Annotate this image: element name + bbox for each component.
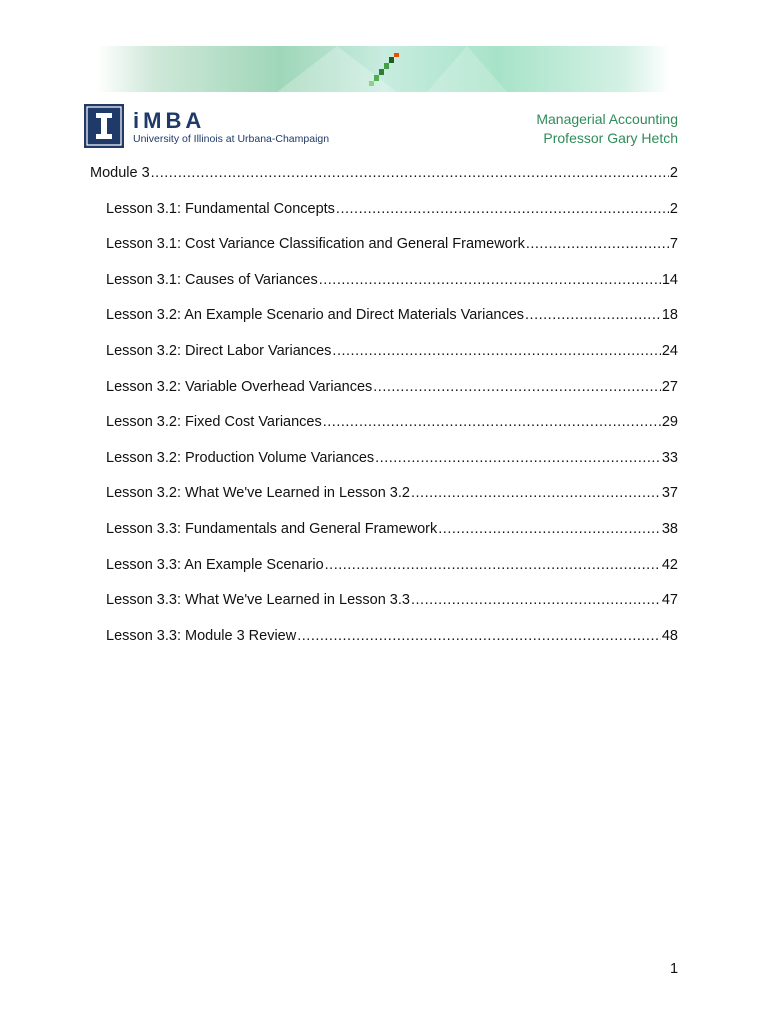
toc-dot-leader [438, 520, 661, 538]
toc-dot-leader [411, 591, 661, 609]
toc-entry-page: 27 [661, 378, 678, 395]
toc-entry-label: Lesson 3.3: What We've Learned in Lesson 3.3 [106, 592, 410, 609]
table-of-contents [90, 164, 678, 662]
toc-entry-label: Lesson 3.3: Fundamentals and General Framework [106, 520, 438, 537]
toc-entry-page: 38 [661, 520, 678, 537]
toc-entry-page: 2 [669, 200, 678, 217]
toc-entry-page: 48 [661, 627, 678, 644]
toc-lesson-entry[interactable] [90, 413, 678, 449]
toc-dot-leader [319, 271, 661, 289]
instructor-name: Professor Gary Hetch [543, 130, 678, 146]
toc-entry-page: 24 [661, 342, 678, 359]
toc-entry-label: Lesson 3.1: Fundamental Concepts [106, 200, 335, 217]
toc-lesson-entry[interactable] [90, 342, 678, 378]
toc-dot-leader [375, 449, 661, 467]
toc-entry-label: Lesson 3.1: Cost Variance Classification and General Framework [106, 236, 525, 253]
toc-entry-page: 47 [661, 592, 678, 609]
toc-entry-page: 14 [661, 271, 678, 288]
toc-lesson-entry[interactable] [90, 484, 678, 520]
toc-dot-leader [373, 378, 661, 396]
toc-entry-label: Module 3 [90, 165, 150, 181]
toc-lesson-entry[interactable] [90, 591, 678, 627]
course-title: Managerial Accounting [536, 111, 678, 127]
banner-step [369, 81, 374, 86]
toc-dot-leader [325, 556, 661, 574]
course-info [536, 110, 678, 148]
toc-module-entry[interactable] [90, 164, 678, 200]
toc-entry-label: Lesson 3.2: Production Volume Variances [106, 449, 375, 466]
page-number: 1 [670, 961, 679, 977]
toc-lesson-entry[interactable] [90, 378, 678, 414]
banner-step [394, 53, 399, 57]
toc-entry-page: 18 [661, 307, 678, 324]
toc-lesson-entry[interactable] [90, 627, 678, 663]
banner-step [379, 69, 384, 75]
toc-dot-leader [323, 413, 661, 431]
toc-lesson-entry[interactable] [90, 520, 678, 556]
imba-logo-text: iMBA [133, 108, 206, 133]
banner-step [384, 63, 389, 69]
toc-entry-page: 29 [661, 414, 678, 431]
toc-entry-label: Lesson 3.2: Direct Labor Variances [106, 342, 332, 359]
toc-entry-label: Lesson 3.2: An Example Scenario and Direct Materials Variances [106, 307, 525, 324]
toc-dot-leader [526, 235, 669, 253]
toc-dot-leader [525, 306, 661, 324]
banner-step [374, 75, 379, 81]
toc-lesson-entry[interactable] [90, 271, 678, 307]
institution-name: University of Illinois at Urbana-Champaign [133, 133, 330, 145]
toc-dot-leader [336, 200, 669, 218]
banner-graphic [97, 46, 670, 92]
illinois-logo-icon [84, 104, 124, 148]
toc-entry-label: Lesson 3.3: Module 3 Review [106, 627, 297, 644]
toc-lesson-entry[interactable] [90, 306, 678, 342]
toc-entry-label: Lesson 3.3: An Example Scenario [106, 556, 324, 573]
toc-lesson-entry[interactable] [90, 556, 678, 592]
toc-entry-label: Lesson 3.2: What We've Learned in Lesson 3.2 [106, 485, 410, 502]
toc-entry-page: 33 [661, 449, 678, 466]
toc-dot-leader [411, 484, 661, 502]
toc-dot-leader [151, 164, 669, 182]
toc-lesson-entry[interactable] [90, 235, 678, 271]
toc-entry-page: 7 [669, 236, 678, 253]
toc-lesson-entry[interactable] [90, 449, 678, 485]
toc-entry-page: 2 [669, 165, 678, 181]
toc-entry-label: Lesson 3.2: Variable Overhead Variances [106, 378, 373, 395]
toc-dot-leader [332, 342, 660, 360]
toc-entry-label: Lesson 3.1: Causes of Variances [106, 271, 318, 288]
header-banner [97, 46, 670, 92]
banner-step [389, 57, 394, 63]
toc-entry-page: 42 [661, 556, 678, 573]
toc-entry-page: 37 [661, 485, 678, 502]
toc-lesson-entry[interactable] [90, 200, 678, 236]
toc-entry-label: Lesson 3.2: Fixed Cost Variances [106, 414, 322, 431]
toc-dot-leader [297, 627, 661, 645]
